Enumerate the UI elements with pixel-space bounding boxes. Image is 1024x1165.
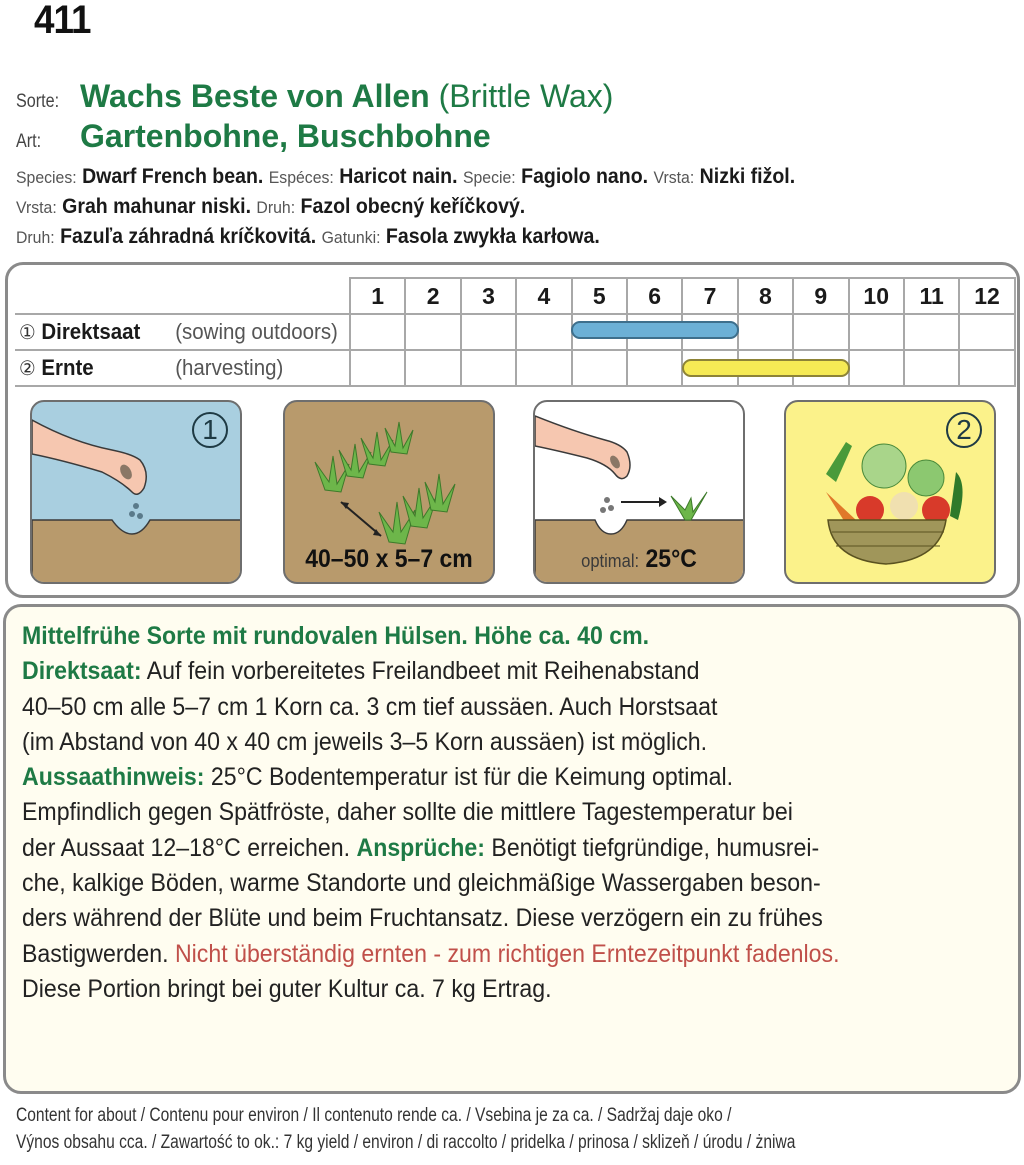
tile-spacing [283, 400, 495, 584]
month-11: 11 [904, 278, 959, 314]
species-line [16, 116, 1016, 156]
month-10: 10 [849, 278, 904, 314]
lang-value: Dwarf French bean. [82, 165, 264, 188]
tile-germination [533, 400, 745, 584]
species-name: Gartenbohne, Buschbohne [80, 118, 491, 154]
tile-harvest [784, 400, 996, 584]
lang-label: Vrsta: [16, 198, 57, 217]
text-line: 40–50 cm alle 5–7 cm 1 Korn ca. 3 cm tief aussäen. Auch Horstsaat [22, 692, 718, 721]
species-translations-3 [16, 222, 946, 252]
calendar-corner [15, 278, 350, 314]
lang-label: Specie: [462, 168, 516, 187]
hinweis-paragraph: Aussaathinweis: 25°C Bodentemperatur ist für die Keimung optimal. [22, 763, 734, 792]
lang-label: Druh: [16, 228, 55, 247]
month-3: 3 [461, 278, 516, 314]
text-line: der Aussaat 12–18°C erreichen. Ansprüche: Benötigt tiefgründige, humusrei- [22, 833, 820, 862]
variety-name: Wachs Beste von Allen [80, 78, 430, 114]
row-label: Direktsaat [41, 319, 141, 344]
row-label-english: (harvesting) [175, 355, 284, 380]
yield-note: Diese Portion bringt bei guter Kultur ca. 7 kg Ertrag. [22, 974, 552, 1003]
lang-value: Haricot nain. [339, 165, 458, 188]
circled-1-icon: 1 [192, 412, 228, 448]
calendar-panel [5, 262, 1020, 598]
harvest-warning: Nicht überständig ernten - zum richtigen Erntezeitpunkt fadenlos. [174, 939, 840, 968]
circled-2-icon: ② [19, 358, 36, 380]
month-9: 9 [793, 278, 848, 314]
lang-label: Druh: [256, 198, 296, 217]
text-line: Bastigwerden. Nicht überständig ernten - zum richtigen Erntezeitpunkt fadenlos. [22, 939, 840, 968]
sorte-label: Sorte: [16, 91, 60, 112]
direktsaat-paragraph: Direktsaat: Auf fein vorbereitetes Freilandbeet mit Reihenabstand [22, 657, 700, 686]
header [16, 76, 1016, 252]
lang-value: Fazol obecný keříčkový. [300, 195, 526, 218]
month-4: 4 [516, 278, 571, 314]
month-7: 7 [682, 278, 737, 314]
calendar-table [15, 277, 1016, 387]
art-label: Art: [16, 131, 42, 152]
month-8: 8 [738, 278, 793, 314]
lang-value: Fagiolo nano. [521, 165, 649, 188]
lang-label: Vrsta: [653, 168, 695, 187]
month-6: 6 [627, 278, 682, 314]
text-line: (im Abstand von 40 x 40 cm jeweils 3–5 Korn aussäen) ist möglich. [22, 727, 708, 756]
description-title: Mittelfrühe Sorte mit rundovalen Hülsen. Höhe ca. 40 cm. [22, 622, 650, 650]
tile-sowing [30, 400, 242, 584]
variety-line [16, 76, 1016, 116]
lang-value: Fazuľa záhradná kríčkovitá. [60, 225, 317, 248]
circled-2-icon: 2 [946, 412, 982, 448]
species-translations-2 [16, 192, 946, 222]
spacing-caption: 40–50 x 5–7 cm [305, 545, 473, 573]
row-label: Ernte [41, 355, 94, 380]
calendar-row-harvest [15, 350, 1015, 386]
row-label-english: (sowing outdoors) [175, 319, 338, 344]
sowing-period-bar [571, 321, 739, 339]
footer-line: Content for about / Contenu pour environ / Il contenuto rende ca. / Vsebina je za ca. / Sadržaj daje oko / [16, 1105, 732, 1126]
description-panel [3, 604, 1021, 1094]
variety-english: (Brittle Wax) [438, 78, 614, 114]
lang-value: Grah mahunar niski. [62, 195, 251, 218]
species-translations-1 [16, 162, 946, 192]
lang-label: Gatunki: [321, 228, 381, 247]
text-line: ders während der Blüte und beim Fruchtansatz. Diese verzögern ein zu frühes [22, 904, 823, 933]
lang-value: Fasola zwykła karłowa. [385, 225, 600, 248]
text-line: che, kalkige Böden, warme Standorte und gleichmäßige Wassergaben beson- [22, 869, 821, 898]
footer-line: Výnos obsahu cca. / Zawartość to ok.: 7 kg yield / environ / di raccolto / pridelka / prinosa / sklizeň / úrodu / żniwa [16, 1132, 796, 1153]
product-code: 411 [34, 0, 91, 42]
footer-yield-translations [16, 1102, 795, 1156]
lang-label: Espéces: [268, 168, 334, 187]
month-2: 2 [405, 278, 460, 314]
lang-value: Nizki fižol. [699, 165, 796, 188]
month-1: 1 [350, 278, 405, 314]
calendar-header-row [15, 278, 1015, 314]
month-12: 12 [959, 278, 1014, 314]
harvest-period-bar [682, 359, 850, 377]
text-line: Empfindlich gegen Spätfröste, daher sollte die mittlere Tagestemperatur bei [22, 798, 793, 827]
lang-label: Species: [16, 168, 77, 187]
circled-1-icon: ① [19, 322, 36, 344]
month-5: 5 [572, 278, 627, 314]
temperature-caption: optimal: 25°C [581, 545, 697, 573]
calendar-row-sowing [15, 314, 1015, 350]
